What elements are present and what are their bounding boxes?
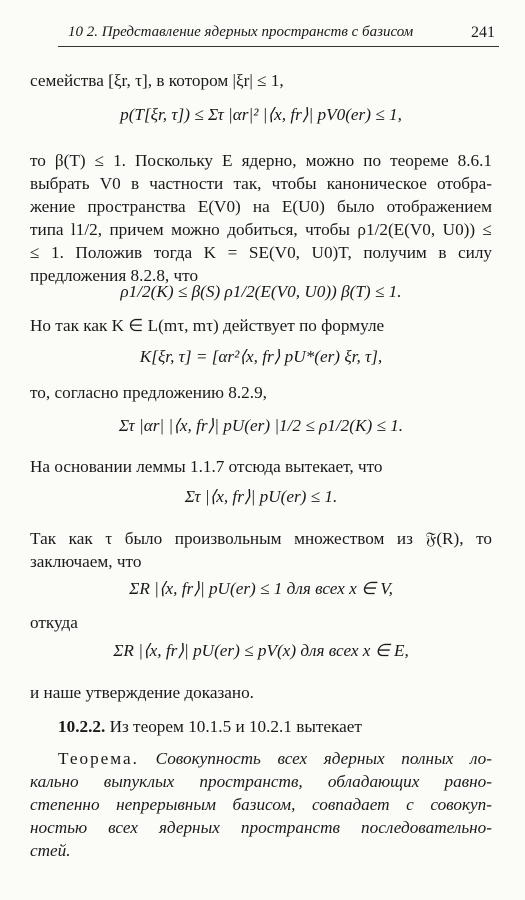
text-line: Так как τ было произвольным множеством из 𝔉(R), то (30, 529, 492, 548)
formula: ρ1/2(K) ≤ β(S) ρ1/2(E(V0, U0)) β(T) ≤ 1. (120, 282, 402, 301)
formula: K[ξr, τ] = [αr²⟨x, fr⟩ pU*(er) ξr, τ], (139, 347, 383, 366)
theorem-line: кально выпуклых пространств, обладающих равно- (30, 772, 492, 791)
text-line: ≤ 1. Положив тогда K = SE(V0, U0)T, получим в силу (30, 243, 492, 262)
theorem-line: ностью всех ядерных пространств последовательно- (30, 818, 492, 837)
text-line: Но так как K ∈ L(mτ, mτ) действует по формуле (30, 316, 385, 335)
formula: Στ |αr| |⟨x, fr⟩| pU(er) |1/2 ≤ ρ1/2(K) ≤ 1. (118, 416, 404, 435)
section-number: 10.2.2. (58, 717, 106, 736)
running-title: 10 2. Представление ядерных пространств с базисом (68, 24, 414, 40)
theorem-line (58, 748, 492, 770)
theorem-text: Совокупность всех ядерных полных ло- (155, 749, 492, 768)
running-header (58, 22, 499, 47)
text-line: выбрать V0 в частности так, чтобы каноническое отобра- (30, 174, 492, 193)
theorem-line: стей. (30, 841, 71, 860)
text-line: На основании леммы 1.1.7 отсюда вытекает, что (30, 457, 383, 476)
text-line: и наше утверждение доказано. (30, 683, 254, 702)
page-number: 241 (471, 24, 495, 41)
text-line: семейства [ξr, τ], в котором |ξr| ≤ 1, (30, 71, 284, 90)
text-line: типа l1/2, причем можно добиться, чтобы ρ1/2(E(V0, U0)) ≤ (30, 220, 492, 239)
theorem-label: Теорема. (58, 749, 139, 768)
text-line: предложения 8.2.8, что (30, 266, 199, 285)
text-line: откуда (30, 613, 78, 632)
formula: ΣR |⟨x, fr⟩| pU(er) ≤ 1 для всех x ∈ V, (129, 579, 393, 598)
text-line: жение пространства E(V0) на E(U0) было отображением (30, 197, 492, 216)
text-line: то β(T) ≤ 1. Поскольку E ядерно, можно по теореме 8.6.1 (30, 151, 492, 170)
theorem-line: степенно непрерывным базисом, совпадает с совокуп- (30, 795, 492, 814)
text-line: заключаем, что (30, 552, 142, 571)
section-heading (58, 716, 492, 738)
section-text: Из теорем 10.1.5 и 10.2.1 вытекает (109, 717, 362, 736)
formula: p(T[ξr, τ]) ≤ Στ |αr|² |⟨x, fr⟩| pV0(er) ≤ 1, (120, 105, 402, 124)
formula: Στ |⟨x, fr⟩| pU(er) ≤ 1. (184, 487, 338, 506)
formula: ΣR |⟨x, fr⟩| pU(er) ≤ pV(x) для всех x ∈ E, (113, 641, 409, 660)
text-line: то, согласно предложению 8.2.9, (30, 383, 267, 402)
